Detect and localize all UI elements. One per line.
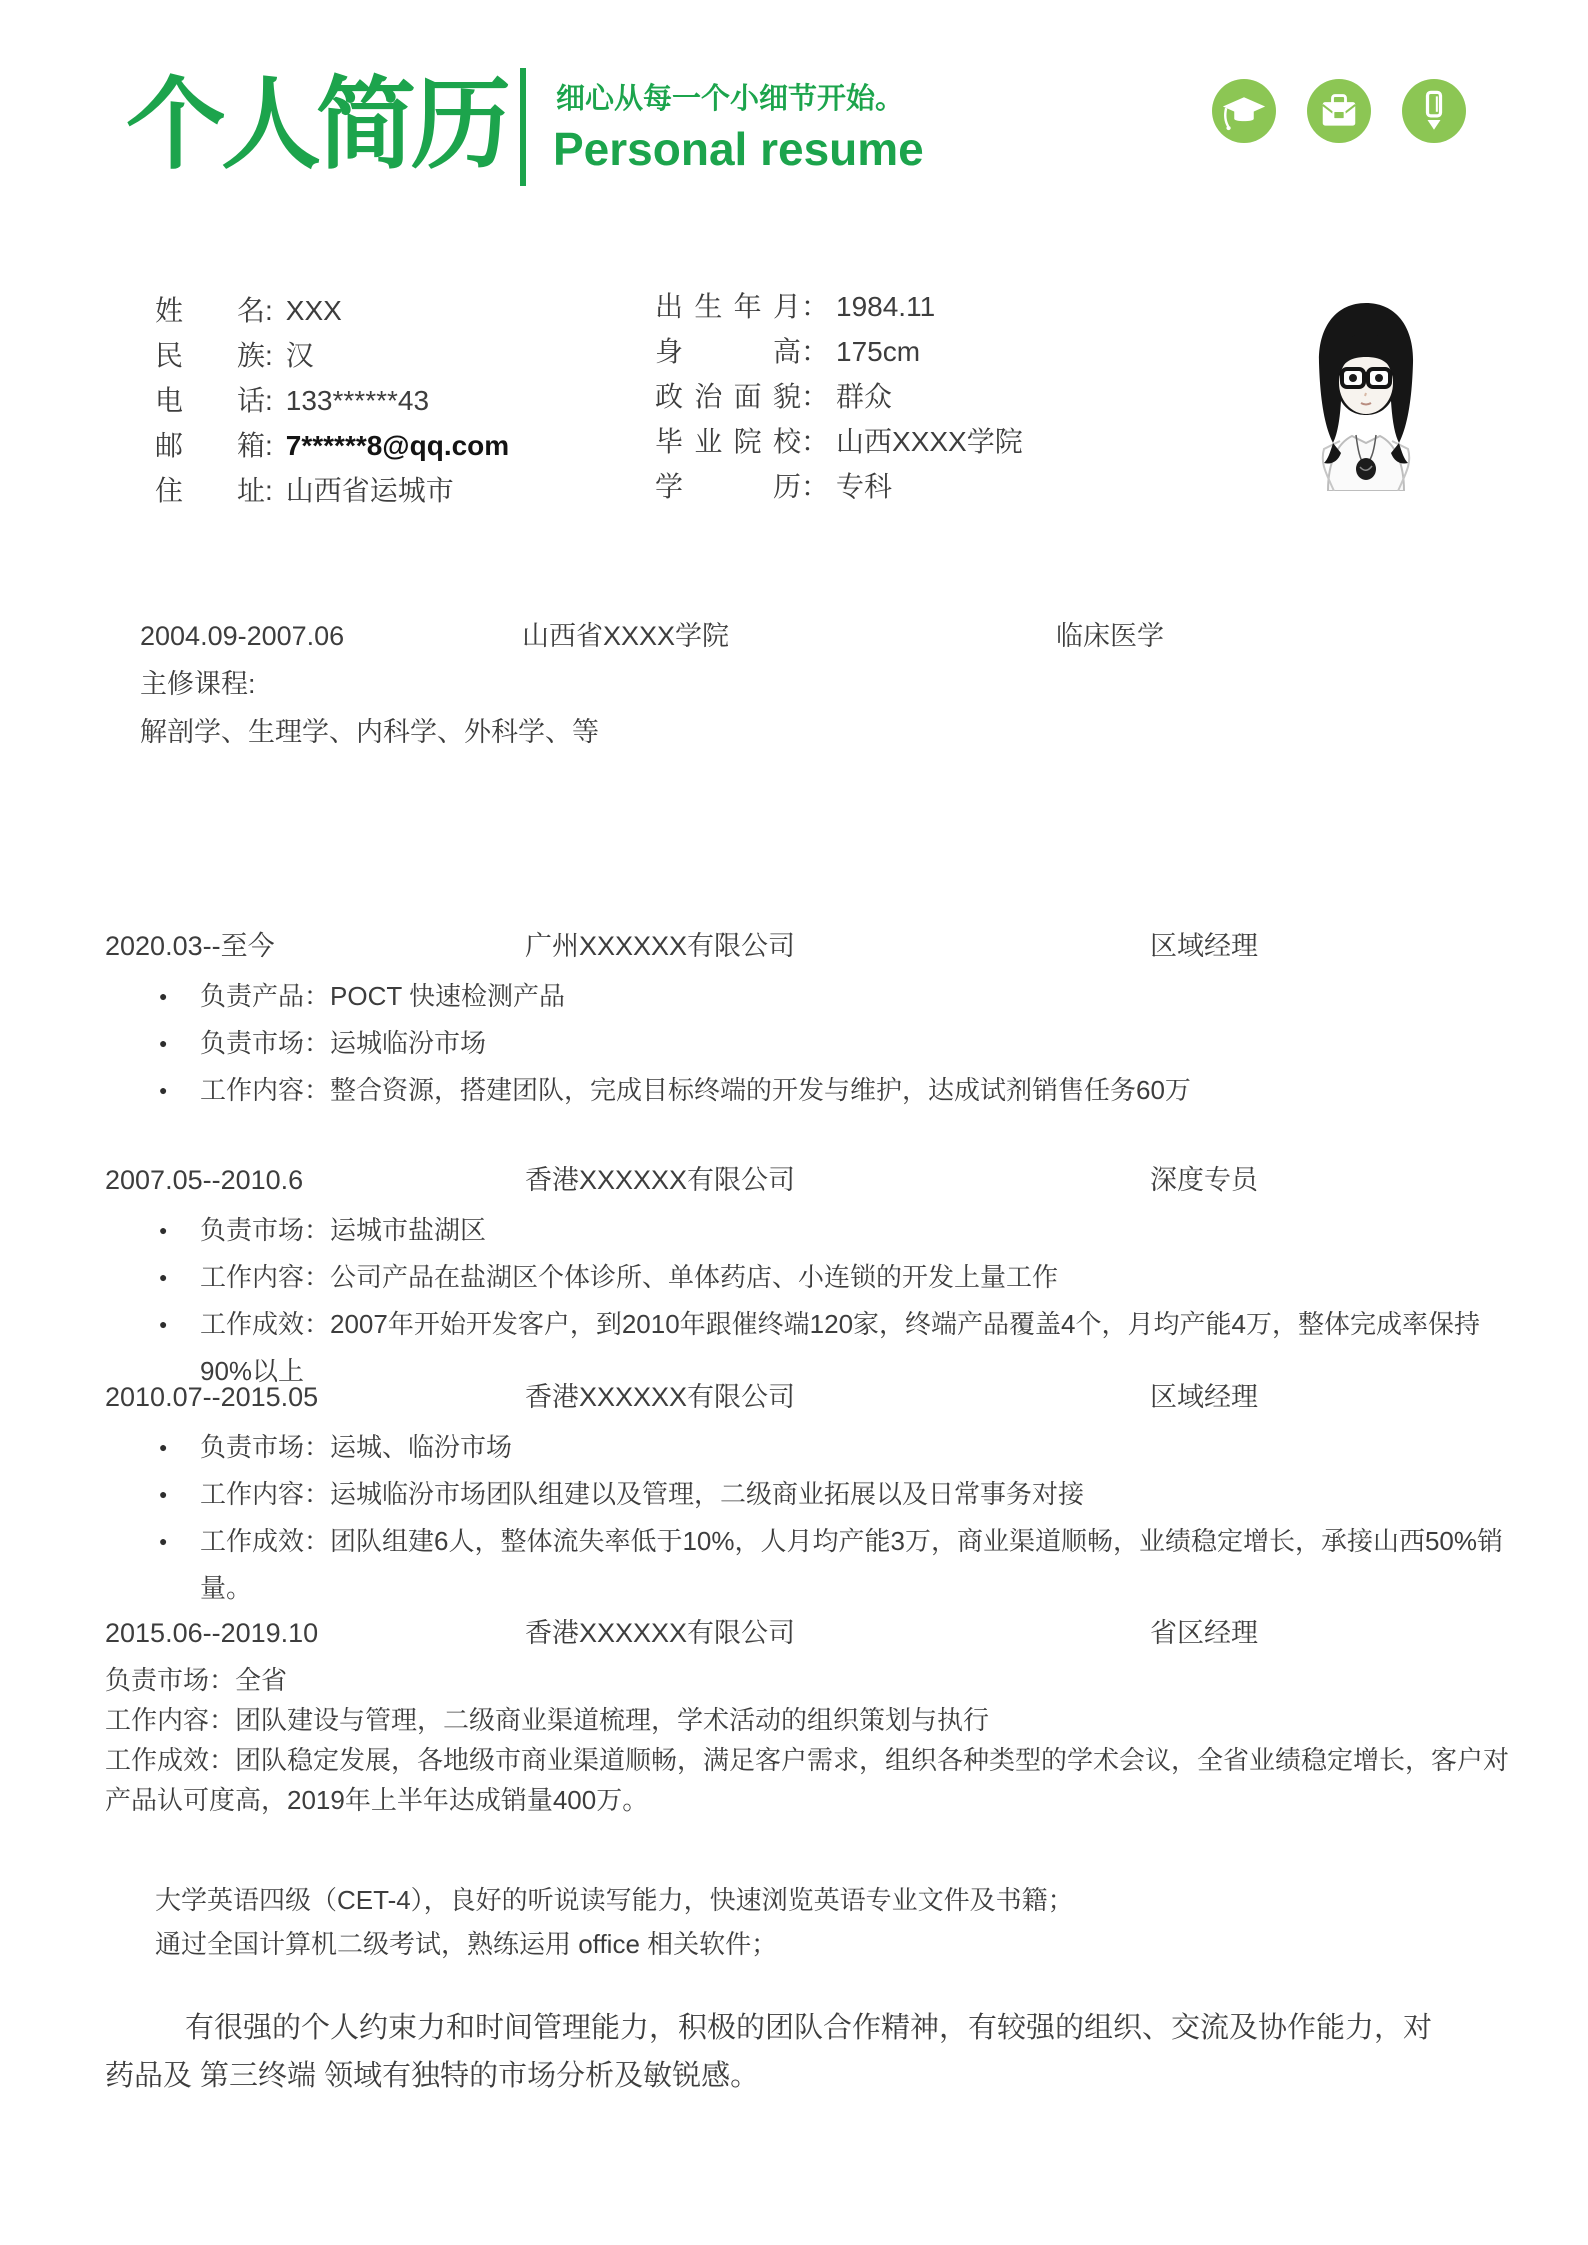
job-bullets — [105, 973, 1517, 1114]
self-evaluation-text: 有很强的个人约束力和时间管理能力，积极的团队合作精神，有较强的组织、交流及协作能力，对药品及 第三终端 领域有独特的市场分析及敏锐感。 — [105, 2012, 1433, 2092]
field-label: 毕业院校 — [655, 426, 801, 457]
job-bullet: ● 负责市场：运城临汾市场 — [105, 1020, 1517, 1067]
education-school: 山西省XXXX学院 — [522, 621, 730, 651]
job-bullets — [105, 1207, 1517, 1395]
profile-right-column — [655, 284, 1023, 509]
field-label: 出生年月 — [655, 291, 801, 322]
job-header — [105, 925, 1517, 973]
field-label: 政治面貌 — [655, 381, 801, 412]
job-period: 2007.05--2010.6 — [105, 1165, 304, 1195]
profile-field-ethnicity — [155, 333, 509, 378]
field-label: 邮箱 — [155, 430, 265, 461]
profile-field-name — [155, 288, 509, 333]
field-value: 山西XXXX学院 — [836, 426, 1023, 457]
job-line: 工作内容：团队建设与管理，二级商业渠道梳理，学术活动的组织策划与执行 — [105, 1705, 990, 1735]
field-label: 民族 — [155, 340, 265, 371]
profile-field-degree — [655, 464, 1023, 509]
job-title: 深度专员 — [1150, 1165, 1258, 1195]
header-icons — [1212, 79, 1466, 143]
field-label: 住址 — [155, 475, 265, 506]
profile-field-height — [655, 329, 1023, 374]
job-entry-3 — [105, 1376, 1517, 1612]
field-colon: ： — [801, 426, 830, 457]
job-header — [105, 1612, 1517, 1660]
field-value: 1984.11 — [836, 291, 936, 322]
briefcase-icon — [1307, 79, 1371, 143]
field-colon: ： — [801, 381, 830, 412]
pen-icon — [1402, 79, 1466, 143]
job-title: 区域经理 — [1150, 931, 1258, 961]
job-bullet: ● 工作内容：运城临汾市场团队组建以及管理，二级商业拓展以及日常事务对接 — [105, 1471, 1517, 1518]
skill-line: 通过全国计算机二级考试，熟练运用 office 相关软件； — [155, 1929, 778, 1959]
skills-section — [155, 1878, 1485, 1966]
job-company: 香港XXXXXX有限公司 — [525, 1382, 796, 1412]
field-value: 7******8@qq.com — [285, 430, 510, 461]
profile-photo — [1300, 293, 1432, 491]
job-bullets — [105, 1424, 1517, 1612]
field-value: 群众 — [836, 381, 893, 412]
job-line: 负责市场：全省 — [105, 1665, 288, 1695]
field-colon: ： — [801, 471, 830, 502]
field-value: 山西省运城市 — [285, 475, 454, 506]
profile-field-political-status — [655, 374, 1023, 419]
job-bullet: ● 工作内容：公司产品在盐湖区个体诊所、单体药店、小连锁的开发上量工作 — [105, 1254, 1517, 1301]
job-entry-2 — [105, 1159, 1517, 1395]
skill-line: 大学英语四级（CET-4），良好的听说读写能力，快速浏览英语专业文件及书籍； — [155, 1885, 1074, 1915]
profile-field-email — [155, 423, 509, 468]
page-title: 个人简历 — [126, 69, 506, 181]
education-period: 2004.09-2007.06 — [140, 621, 345, 651]
job-bullet: ● 工作内容：整合资源，搭建团队，完成目标终端的开发与维护，达成试剂销售任务60万 — [105, 1067, 1517, 1114]
job-bullet: ● 负责产品：POCT 快速检测产品 — [105, 973, 1517, 1020]
header-tagline: 细心从每一个小细节开始。 — [556, 83, 905, 115]
graduation-cap-icon — [1212, 79, 1276, 143]
field-label: 电话 — [155, 385, 265, 416]
profile-field-phone — [155, 378, 509, 423]
header-subtitle: Personal resume — [553, 123, 924, 175]
education-entry — [140, 612, 1500, 660]
field-colon: : — [265, 430, 273, 461]
field-value: 专科 — [836, 471, 893, 502]
header-divider — [520, 68, 526, 186]
job-bullet: ● 工作成效：2007年开始开发客户，到2010年跟催终端120家，终端产品覆盖4个，月均产能4万，整体完成率保持90%以上 — [105, 1301, 1517, 1395]
job-bullet: ● 负责市场：运城、临汾市场 — [105, 1424, 1517, 1471]
field-value: XXX — [285, 295, 342, 326]
education-courses-label: 主修课程: — [140, 669, 256, 699]
self-evaluation-section — [105, 2004, 1445, 2100]
job-company: 香港XXXXXX有限公司 — [525, 1165, 796, 1195]
job-line: 工作成效：团队稳定发展，各地级市商业渠道顺畅，满足客户需求，组织各种类型的学术会议，全省业绩稳定增长，客户对产品认可度高，2019年上半年达成销量400万。 — [105, 1745, 1510, 1815]
field-colon: : — [265, 385, 273, 416]
field-colon: : — [265, 340, 273, 371]
education-major: 临床医学 — [1056, 621, 1164, 651]
job-bullet: ● 负责市场：运城市盐湖区 — [105, 1207, 1517, 1254]
education-section — [140, 612, 1500, 756]
job-company: 广州XXXXXX有限公司 — [525, 931, 796, 961]
profile-field-address — [155, 468, 509, 513]
job-entry-4 — [105, 1612, 1517, 1820]
job-header — [105, 1376, 1517, 1424]
field-colon: : — [265, 295, 273, 326]
education-courses: 解剖学、生理学、内科学、外科学、等 — [140, 717, 599, 747]
job-entry-1 — [105, 925, 1517, 1114]
job-company: 香港XXXXXX有限公司 — [525, 1618, 796, 1648]
field-value: 汉 — [285, 340, 314, 371]
job-period: 2020.03--至今 — [105, 931, 275, 961]
job-period: 2015.06--2019.10 — [105, 1618, 319, 1648]
job-bullet: ● 工作成效：团队组建6人，整体流失率低于10%，人月均产能3万，商业渠道顺畅，业绩稳定增长，承接山西50%销量。 — [105, 1518, 1517, 1612]
job-period: 2010.07--2015.05 — [105, 1382, 319, 1412]
job-title: 省区经理 — [1150, 1618, 1258, 1648]
profile-field-birthdate — [655, 284, 1023, 329]
field-label: 学历 — [655, 471, 801, 502]
job-header — [105, 1159, 1517, 1207]
field-value: 133******43 — [285, 385, 430, 416]
profile-left-column — [155, 288, 509, 513]
field-label: 姓名 — [155, 295, 265, 326]
field-colon: ： — [801, 291, 830, 322]
field-value: 175cm — [836, 336, 921, 367]
profile-field-school — [655, 419, 1023, 464]
field-colon: ： — [801, 336, 830, 367]
field-label: 身高 — [655, 336, 801, 367]
field-colon: : — [265, 475, 273, 506]
job-title: 区域经理 — [1150, 1382, 1258, 1412]
